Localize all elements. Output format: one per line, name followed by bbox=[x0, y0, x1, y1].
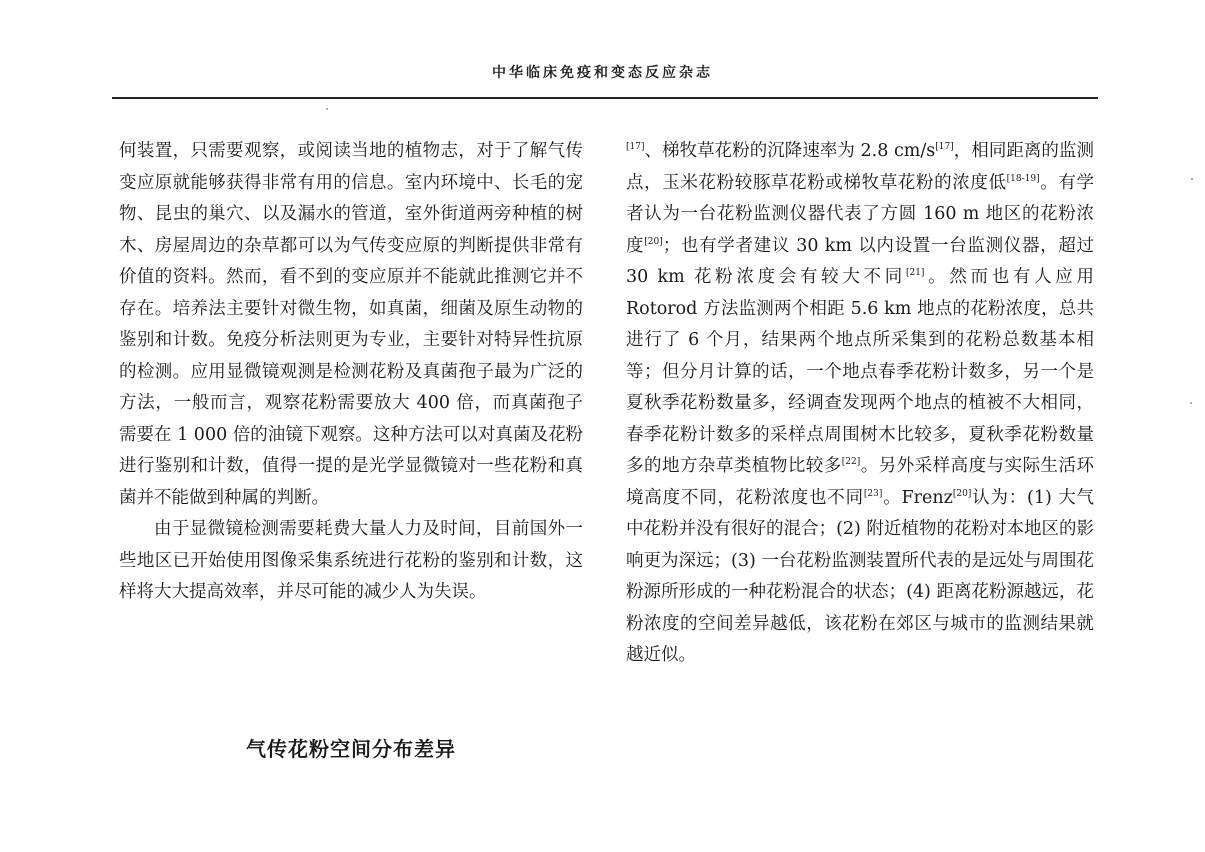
paragraph: 由于显微镜检测需要耗费大量人力及时间，目前国外一些地区已开始使用图像采集系统进行花粉的鉴别和计数，这样将大大提高效率，并尽可能的减少人为失误。 bbox=[119, 519, 583, 602]
text-run: ；也有学者建议 30 km 以内设置一台监测仪器，超过 30 km 花粉浓度会有较大不同 bbox=[626, 235, 1095, 287]
citation: [17] bbox=[935, 142, 954, 152]
scan-speck bbox=[1190, 402, 1192, 404]
citation: [20] bbox=[644, 236, 663, 247]
text-run: 认为：(1) 大气中花粉并没有很好的混合；(2) 附近植物的花粉对本地区的影响更为深远；(3) 一台花粉监测装置所代表的是远处与周围花粉源所形成的一种花粉混合的状态；(4) 距离花粉源越远，花粉浓度的空间差异越低，该花粉在郊区与城市的监测结果就越近似。 bbox=[626, 487, 1095, 665]
right-column bbox=[626, 136, 1094, 672]
journal-header: 中华临床免疫和变态反应杂志 bbox=[492, 65, 713, 81]
text-run: ，相同距离的监测点，玉米花粉较豚草花粉或梯牧草花粉的浓度低 bbox=[626, 141, 1094, 193]
text-run: 。Frenz bbox=[882, 487, 953, 508]
section-heading: 气传花粉空间分布差异 bbox=[246, 737, 456, 761]
citation: [22] bbox=[841, 457, 861, 467]
citation: [21] bbox=[905, 268, 925, 278]
citation: [23] bbox=[863, 488, 883, 499]
scan-speck bbox=[326, 108, 328, 110]
citation: [17] bbox=[626, 142, 645, 152]
text-run: 、梯牧草花粉的沉降速率为 2.8 cm/s bbox=[644, 141, 936, 161]
text-run: 。另外采样高度与实际生活环境高度不同，花粉浓度也不同 bbox=[626, 456, 1095, 508]
scan-speck bbox=[1191, 178, 1193, 180]
text-run: 。有学者认为一台花粉监测仪器代表了方圆 160 m 地区的花粉浓度 bbox=[626, 172, 1095, 256]
paragraph bbox=[626, 136, 1094, 672]
header-rule bbox=[112, 97, 1098, 99]
paragraph: 何装置，只需要观察，或阅读当地的植物志，对于了解气传变应原就能够获得非常有用的信息。室内环境中、长毛的宠物、昆虫的巢穴、以及漏水的管道，室外街道两旁种植的树木、房屋周边的杂草都可以为气传变应原的判断提供非常有价值的资料。然而，看不到的变应原并不能就此推测它并不存在。培养法主要针对微生物，如真菌，细菌及原生动物的鉴别和计数。免疫分析法则更为专业，主要针对特异性抗原的检测。应用显微镜观测是检测花粉及真菌孢子最为广泛的方法，一般而言，观察花粉需要放大 400 倍，而真菌孢子需要在 1 000 倍的油镜下观察。这种方法可以对真菌及花粉进行鉴别和计数，值得一提的是光学显微镜对一些花粉和真菌并不能做到种属的判断。 bbox=[119, 141, 583, 508]
text-run: 。然而也有人应用 Rotorod 方法监测两个相距 5.6 km 地点的花粉浓度，总共进行了 6 个月，结果两个地点所采集到的花粉总数基本相等；但分月计算的话，一个地点春季花粉计数多，另一个是夏秋季花粉数量多，经调查发现两个地点的植被不大相同，春季花粉计数多的采样点周围树木比较多，夏秋季花粉数量多的地方杂草类植物比较多 bbox=[626, 267, 1095, 476]
left-column bbox=[119, 136, 583, 609]
citation: [18-19] bbox=[1006, 173, 1040, 184]
citation: [20] bbox=[952, 488, 972, 499]
